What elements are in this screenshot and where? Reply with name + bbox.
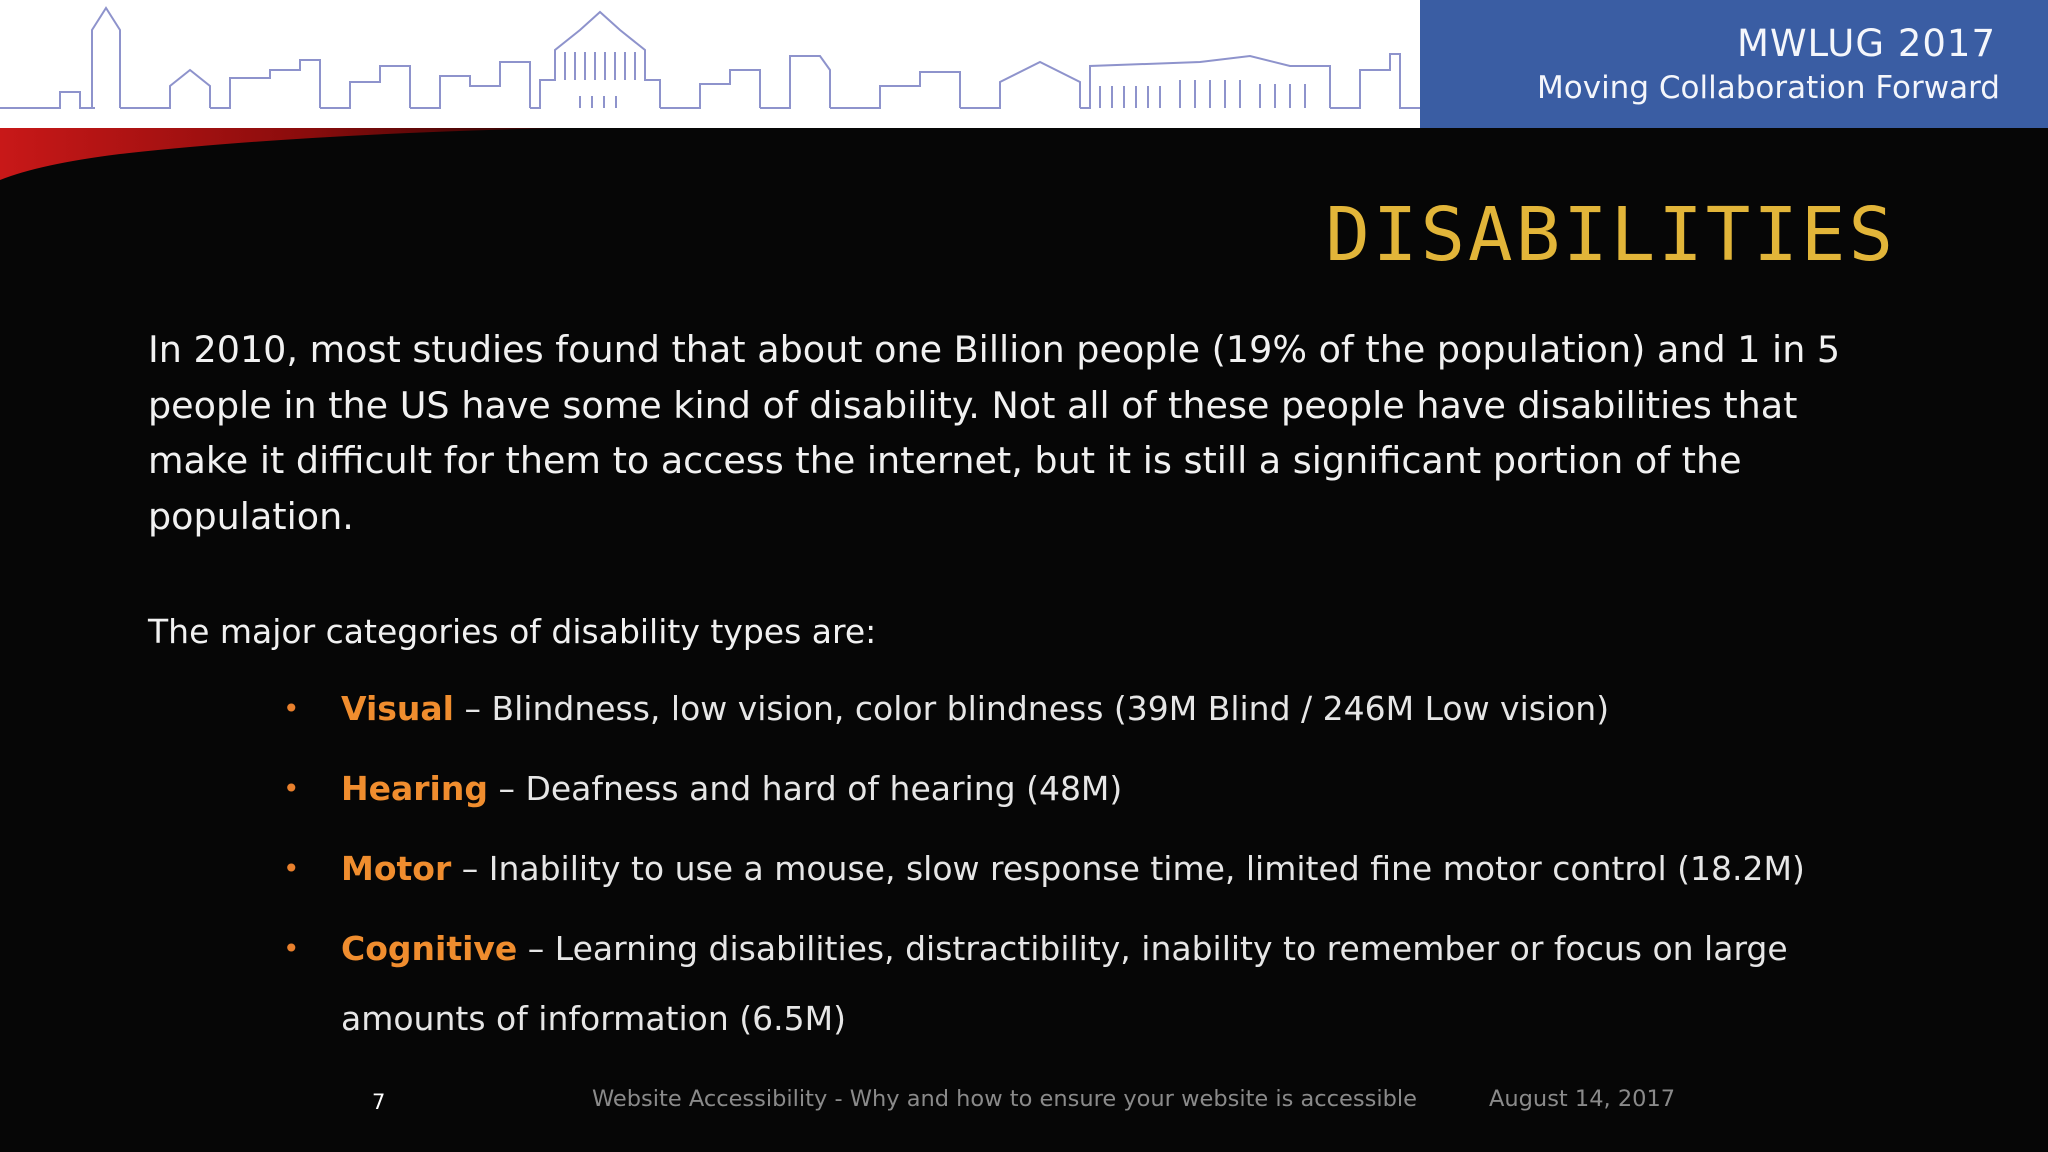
bullet-term: Visual [341,689,454,728]
categories-heading: The major categories of disability types are: [148,612,877,651]
bullet-detail: – Deafness and hard of hearing (48M) [487,769,1123,808]
list-item [341,834,1805,904]
intro-paragraph: In 2010, most studies found that about one Billion people (19% of the population) and 1 in 5 people in the US have some kind of disability. Not all of these people have disabilities that make it difficult for them to access the internet, but it is still a significant portion of the population. [148,328,1841,538]
conference-badge [1420,0,2048,128]
bullet-term: Motor [341,849,452,888]
list-item [341,754,1122,824]
bullet-icon: • [283,852,300,885]
bullet-detail: – Inability to use a mouse, slow response time, limited fine motor control (18.2M) [451,849,1805,888]
conference-subtitle: Moving Collaboration Forward [1537,70,2000,106]
page-number: 7 [372,1090,386,1114]
bullet-term: Hearing [341,769,488,808]
footer-date: August 14, 2017 [1489,1086,1676,1112]
bullet-term: Cognitive [341,929,518,968]
slide-title: DISABILITIES [1325,192,1896,278]
list-item [341,674,1609,744]
list-item-continuation: amounts of information (6.5M) [341,999,846,1038]
bullet-icon: • [283,932,300,965]
bullet-detail: – Blindness, low vision, color blindness (39M Blind / 246M Low vision) [454,689,1610,728]
red-swoosh-decoration [0,128,560,188]
footer-title: Website Accessibility - Why and how to ensure your website is accessible [592,1086,1417,1112]
list-item [341,914,1788,984]
bullet-detail: – Learning disabilities, distractibility, inability to remember or focus on large [517,929,1788,968]
bullet-icon: • [283,692,300,725]
header-banner [0,0,2048,128]
washington-skyline-illustration [0,0,1420,128]
bullet-icon: • [283,772,300,805]
conference-title: MWLUG 2017 [1737,22,1996,65]
